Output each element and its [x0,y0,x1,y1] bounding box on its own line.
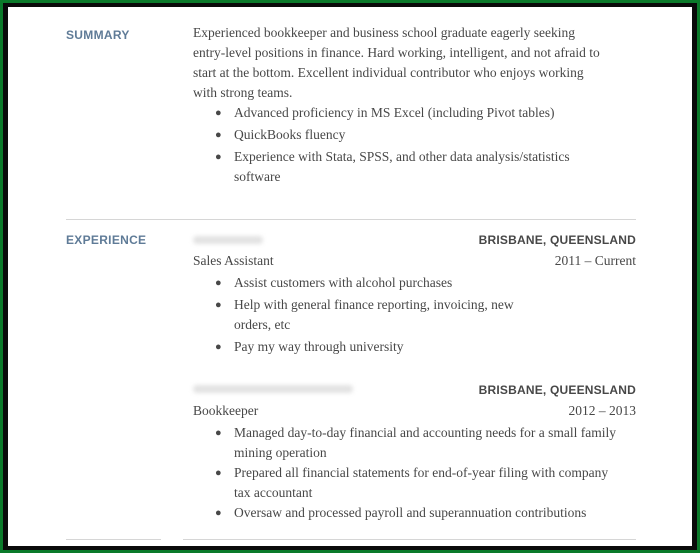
list-item-text: Assist customers with alcohol purchases [234,275,453,290]
list-item [193,125,633,145]
bullet-icon: ● [215,129,222,141]
list-item-text: orders, etc [234,317,291,332]
list-item [193,273,633,293]
list-item-text: Pay my way through university [234,339,404,354]
list-item-text: Oversaw and processed payroll and superannuation contributions [234,505,587,520]
job-dates: 2012 – 2013 [568,403,636,418]
job-title: Bookkeeper [193,403,259,418]
section-divider [66,539,161,540]
bullet-icon: ● [215,151,222,163]
bullet-icon: ● [215,277,222,289]
list-item-text: Help with general finance reporting, invoicing, new [234,297,514,312]
experience-heading: EXPERIENCE [66,233,147,247]
summary-block [193,23,633,187]
summary-heading: SUMMARY [66,28,130,42]
summary-line: entry-level positions in finance. Hard working, intelligent, and not afraid to [193,45,600,60]
list-item-text: Managed day-to-day financial and accounting needs for a small family [234,425,616,440]
section-divider [183,539,636,540]
job-duties-list [193,273,633,357]
list-item-text: Prepared all financial statements for end-of-year filing with company [234,465,609,480]
list-item [193,147,633,187]
bullet-icon: ● [215,341,222,353]
skills-list [193,103,633,187]
job-duties-list [193,423,633,523]
bullet-icon: ● [215,467,222,479]
summary-line: Experienced bookkeeper and business school graduate eagerly seeking [193,25,575,40]
list-item-text: Experience with Stata, SPSS, and other data analysis/statistics [234,149,570,164]
list-item [193,503,633,523]
list-item-text: tax accountant [234,485,313,500]
bullet-icon: ● [215,299,222,311]
section-divider [66,219,636,220]
job-title: Sales Assistant [193,253,274,268]
list-item-text: QuickBooks fluency [234,127,346,142]
list-item-text: software [234,169,281,184]
list-item [193,337,633,357]
list-item [193,103,633,123]
list-item-text: Advanced proficiency in MS Excel (including Pivot tables) [234,105,555,120]
bullet-icon: ● [215,107,222,119]
summary-line: start at the bottom. Excellent individual contributor who enjoys working [193,65,584,80]
list-item [193,463,633,503]
job-location: BRISBANE, QUEENSLAND [478,233,636,247]
page-frame [3,3,697,550]
resume-page [8,7,692,546]
list-item [193,423,633,463]
job-location: BRISBANE, QUEENSLAND [478,383,636,397]
summary-line: with strong teams. [193,85,293,100]
redacted-company-name [193,385,353,393]
job-dates: 2011 – Current [554,253,636,268]
list-item [193,295,633,335]
bullet-icon: ● [215,427,222,439]
redacted-company-name [193,236,263,244]
list-item-text: mining operation [234,445,327,460]
bullet-icon: ● [215,507,222,519]
